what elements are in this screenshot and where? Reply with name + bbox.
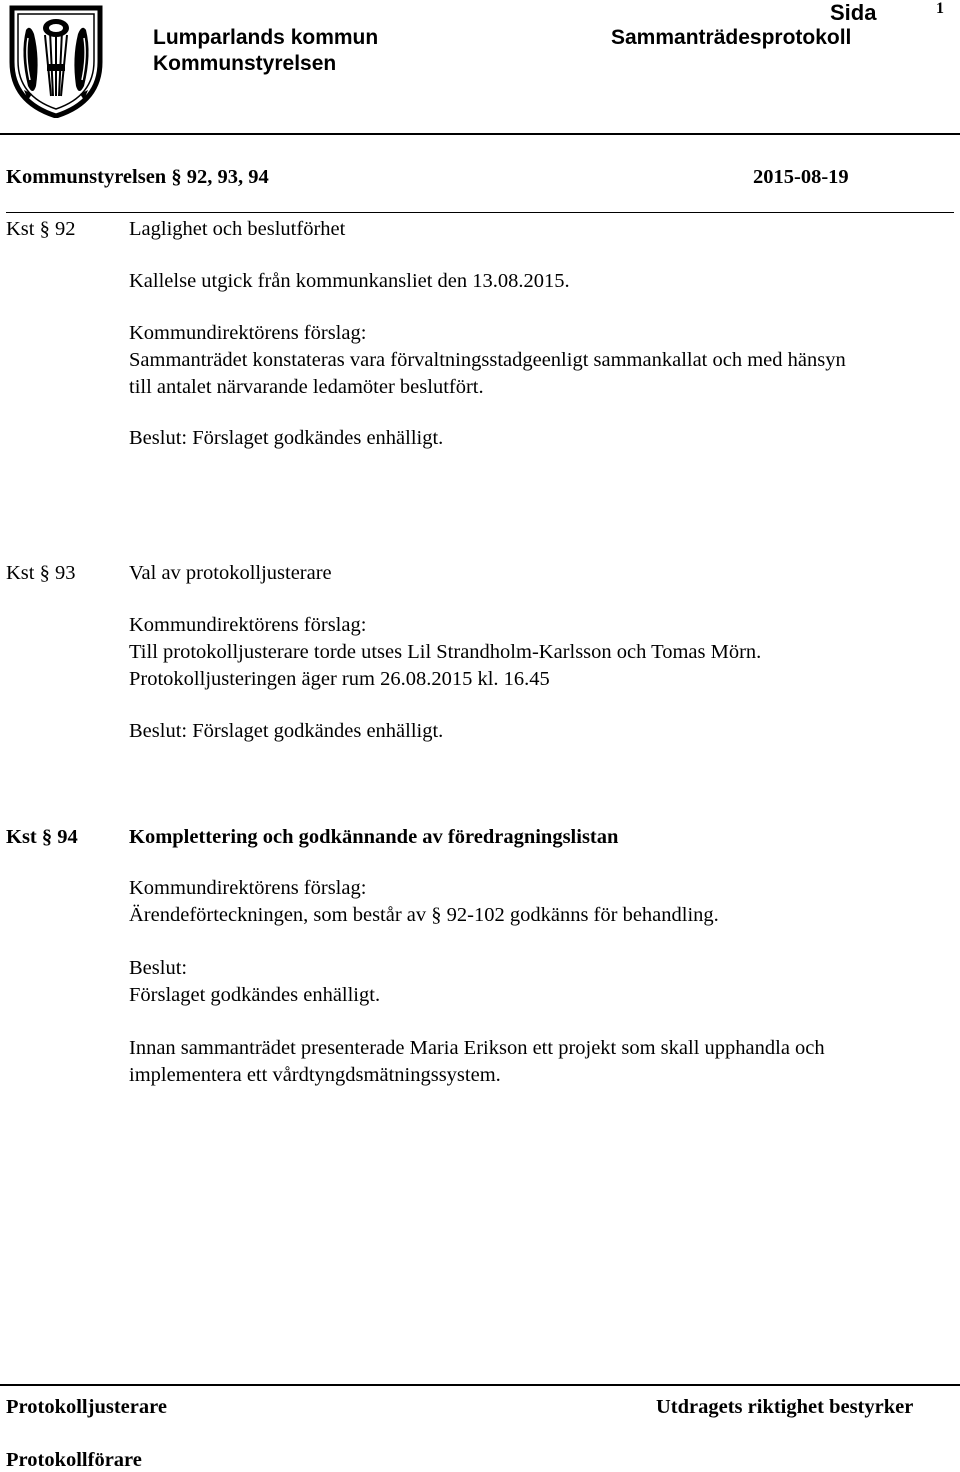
footer-divider (0, 1384, 960, 1386)
doc-type: Sammanträdesprotokoll (611, 26, 852, 49)
decision-label: Beslut: (129, 427, 188, 449)
proposal-text: Sammanträdet konstateras vara förvaltningsstadgeenligt sammankallat och med hänsyn (129, 349, 846, 371)
body-name: Kommunstyrelsen (153, 52, 337, 75)
item-title: Komplettering och godkännande av föredragningslistan (129, 826, 619, 848)
section-sign-icon: § (431, 904, 442, 926)
item-title: Val av protokolljusterare (129, 562, 332, 584)
extract-certifier-label: Utdragets riktighet bestyrker (656, 1396, 914, 1418)
decision-text: Förslaget godkändes enhälligt. (192, 720, 444, 742)
item-ref: Kst § 94 (6, 826, 78, 848)
section-sign-icon: § (41, 826, 53, 848)
header-divider (0, 133, 960, 135)
proposal-label: Kommundirektörens förslag: (129, 877, 367, 899)
meeting-divider (6, 212, 954, 213)
decision-label: Beslut: (129, 957, 188, 979)
decision-text: Förslaget godkändes enhälligt. (129, 984, 381, 1006)
proposal-text: Ärendeförteckningen, som består av § 92-102 godkänns för behandling. (129, 904, 719, 926)
meeting-date: 2015-08-19 (753, 166, 849, 188)
protocol-writer-label: Protokollförare (6, 1449, 142, 1471)
note-text: Innan sammanträdet presenterade Maria Erikson ett projekt som skall upphandla och (129, 1037, 825, 1059)
proposal-text: Protokolljusteringen äger rum 26.08.2015 kl. 16.45 (129, 668, 550, 690)
section-sign-icon: § (39, 562, 50, 584)
item-ref: Kst § 93 (6, 562, 76, 584)
meeting-title: Kommunstyrelsen § 92, 93, 94 (6, 166, 269, 188)
item-intro: Kallelse utgick från kommunkansliet den 13.08.2015. (129, 270, 570, 292)
decision (129, 427, 443, 450)
section-sign-icon: § (39, 218, 50, 240)
section-sign-icon: § (171, 166, 182, 188)
decision-label: Beslut: (129, 720, 188, 742)
coat-of-arms-icon (6, 4, 106, 118)
protocol-checker-label: Protokolljusterare (6, 1396, 167, 1418)
org-name: Lumparlands kommun (153, 26, 379, 49)
page-label: Sida (830, 0, 877, 25)
proposal-text: Till protokolljusterare torde utses Lil Strandholm-Karlsson och Tomas Mörn. (129, 641, 762, 663)
decision (129, 720, 443, 743)
item-ref: Kst § 92 (6, 218, 76, 240)
note-text: implementera ett vårdtyngdsmätningssystem. (129, 1064, 501, 1086)
proposal-label: Kommundirektörens förslag: (129, 322, 367, 344)
page-number: 1 (936, 0, 944, 17)
item-title: Laglighet och beslutförhet (129, 218, 346, 240)
decision-text: Förslaget godkändes enhälligt. (192, 427, 444, 449)
proposal-text: till antalet närvarande ledamöter beslutfört. (129, 376, 484, 398)
proposal-label: Kommundirektörens förslag: (129, 614, 367, 636)
